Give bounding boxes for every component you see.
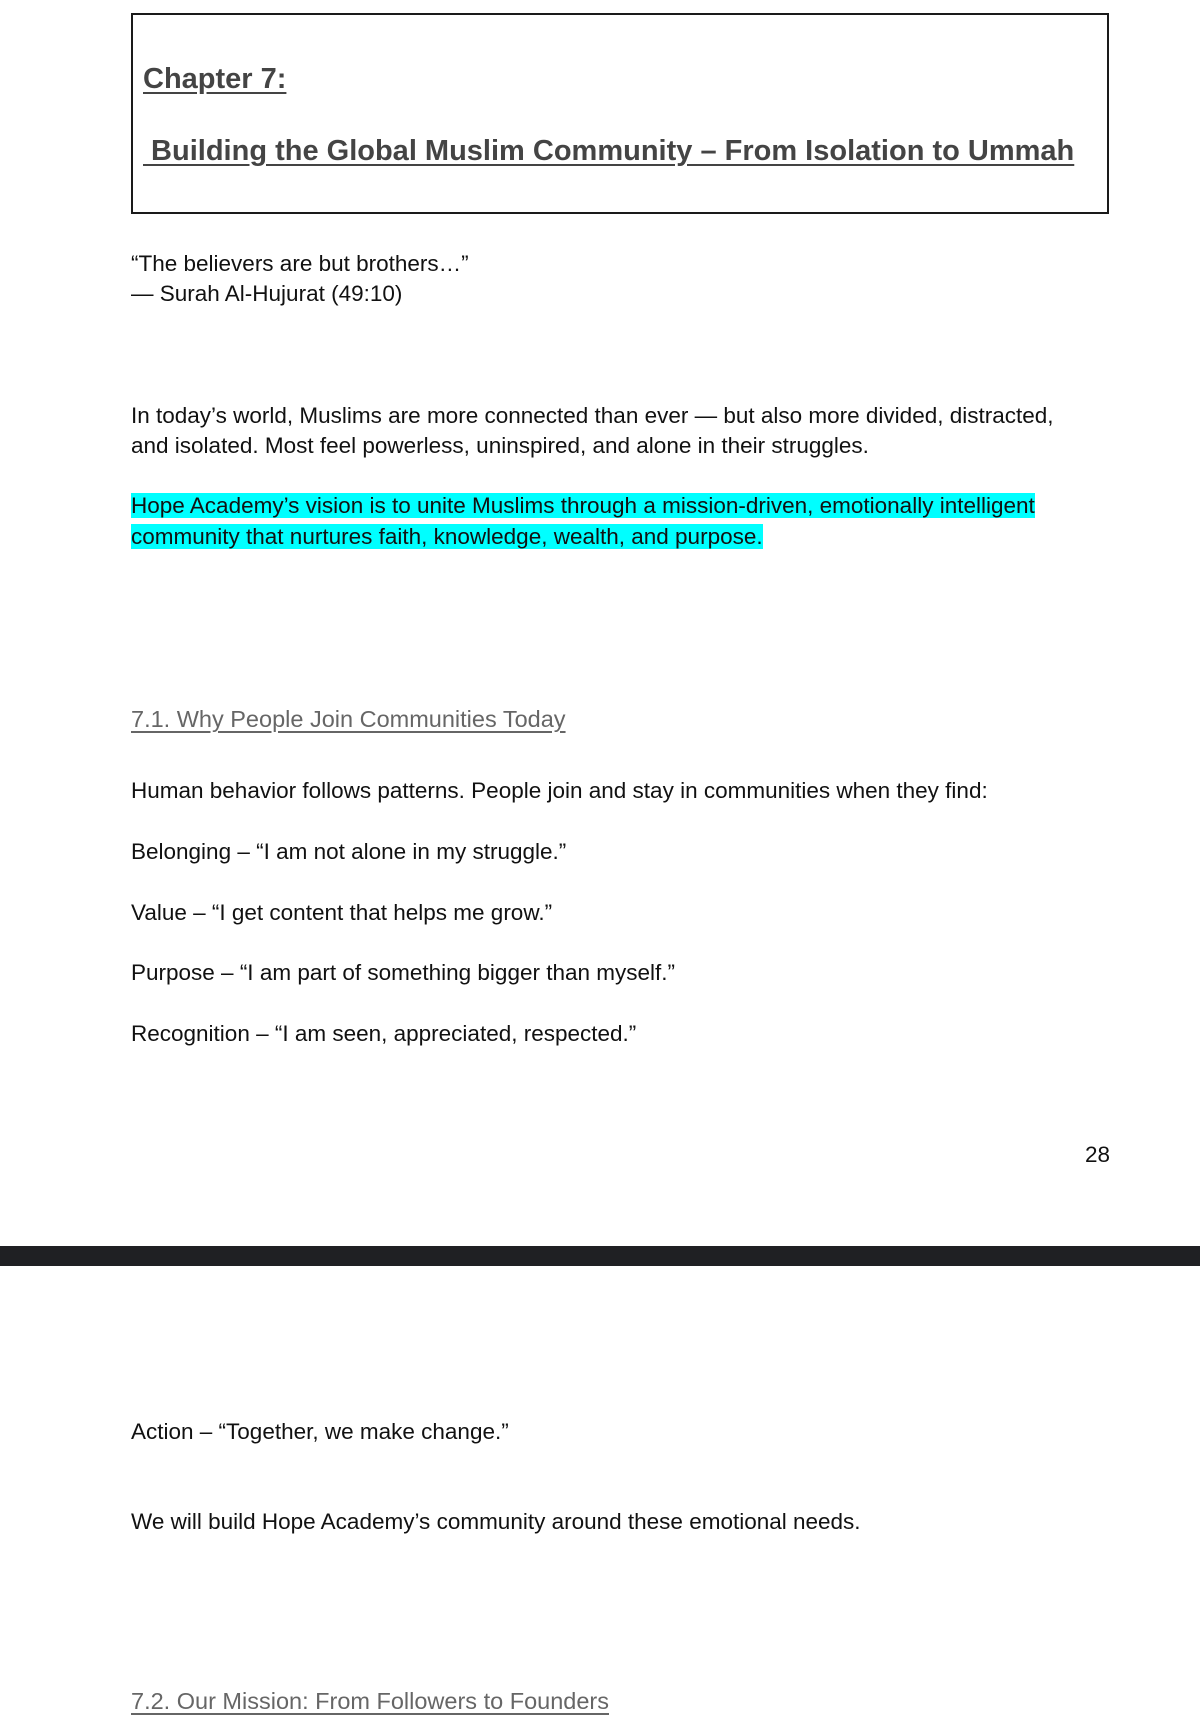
chapter-title-box xyxy=(131,13,1109,214)
build-statement: We will build Hope Academy’s community around these emotional needs. xyxy=(131,1509,861,1534)
intro-line-1: In today’s world, Muslims are more connected than ever — but also more divided, distracted, xyxy=(131,403,1054,428)
document-page-29 xyxy=(0,1266,1200,1727)
section-heading-7-1[interactable]: 7.1. Why People Join Communities Today xyxy=(131,706,566,732)
need-recognition: Recognition – “I am seen, appreciated, respected.” xyxy=(131,1021,637,1046)
vision-statement xyxy=(131,490,1091,552)
need-belonging: Belonging – “I am not alone in my struggle.” xyxy=(131,839,567,864)
page-separator xyxy=(0,1246,1200,1266)
quote-text: “The believers are but brothers…” xyxy=(131,251,469,276)
chapter-title: Building the Global Muslim Community – From Isolation to Ummah xyxy=(143,135,1075,167)
need-purpose: Purpose – “I am part of something bigger than myself.” xyxy=(131,960,676,985)
need-action: Action – “Together, we make change.” xyxy=(131,1419,509,1444)
chapter-label: Chapter 7: xyxy=(143,63,287,95)
need-value: Value – “I get content that helps me grow.” xyxy=(131,900,553,925)
patterns-intro: Human behavior follows patterns. People join and stay in communities when they find: xyxy=(131,778,988,803)
page-number: 28 xyxy=(1084,1142,1110,1167)
highlighted-text: Hope Academy’s vision is to unite Muslims through a mission-driven, emotionally intelligent community that nurtures faith, knowledge, wealth, and purpose. xyxy=(131,493,1035,549)
intro-line-2: and isolated. Most feel powerless, uninspired, and alone in their struggles. xyxy=(131,433,869,458)
section-heading-7-2[interactable]: 7.2. Our Mission: From Followers to Founders xyxy=(131,1688,609,1714)
quote-source: — Surah Al-Hujurat (49:10) xyxy=(131,281,403,306)
